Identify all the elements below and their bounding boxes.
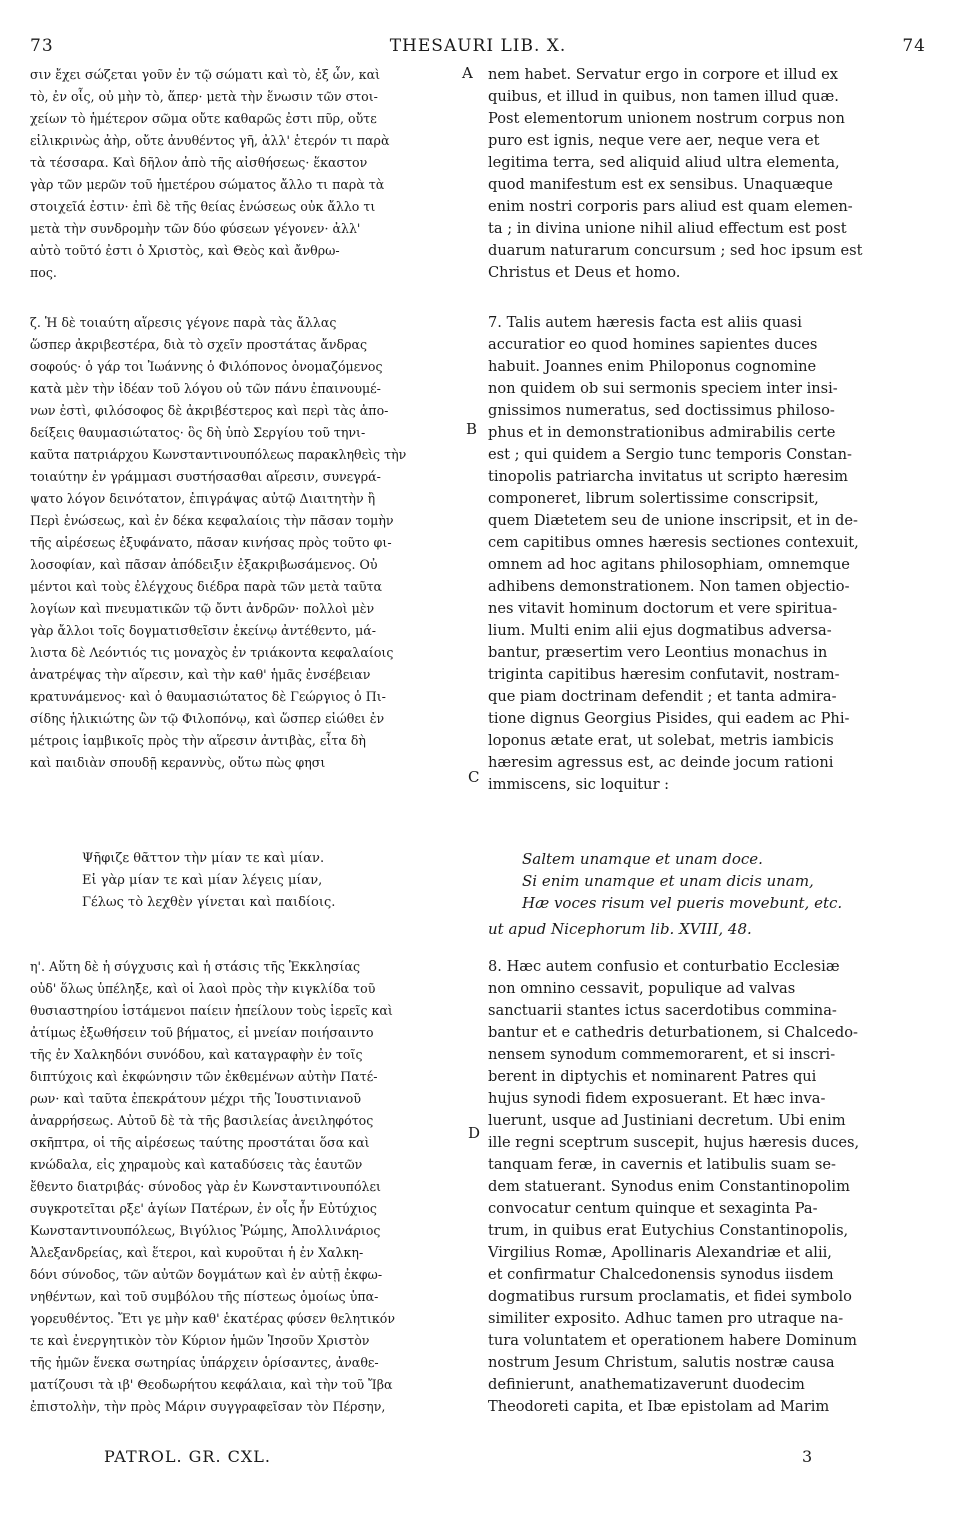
greek-line: Κωνσταντινουπόλεως, Βιγύλιος Ῥώμης, Ἀπολλινάριος [30,1223,381,1238]
greek-line: δείξεις θαυμασιώτατος· ὃς δὴ ὑπὸ Σεργίου τοῦ τηνι- [30,425,366,440]
latin-line: accuratior eo quod homines sapientes duces [488,336,818,353]
greek-line: γὰρ ἄλλοι τοῖς δογματισθεῖσιν ἐκείνῳ ἀντέθεντο, μά- [30,623,377,638]
latin-line: quibus, et illud in quibus, non tamen illud quæ. [488,88,839,105]
latin-line: nensem synodum commemorarent, et si inscri- [488,1046,836,1063]
greek-line: τὰ τέσσαρα. Καὶ δῆλον ἀπὸ τῆς αἰσθήσεως· ἕκαστον [30,155,368,170]
latin-line: quem Diætetem seu de unione inscripsit, et in de- [488,512,858,529]
greek-paragraph-1 [30,64,460,284]
greek-line: Ἀλεξανδρείας, καὶ ἕτεροι, καὶ κυροῦται ἡ ἐν Χαλκη- [30,1245,364,1260]
latin-line: convocatur centum quinque et sexaginta Pa- [488,1200,818,1217]
greek-line: καῦτα πατριάρχου Κωνσταντινουπόλεως παρακληθεὶς τὴν [30,447,407,462]
latin-line: omnem ad hoc agitans philosophiam, omnemque [488,556,850,573]
latin-line: nes vitavit hominum doctorum et vere spiritua- [488,600,838,617]
latin-verse-line: Saltem unamque et unam doce. [522,850,763,868]
greek-line: διπτύχοις καὶ ἐκφώνησιν τῶν ἐκθεμένων αὐτὴν Πατέ- [30,1069,378,1084]
margin-letter-b: B [466,420,478,438]
greek-line: ψατο λόγον δεινότατον, ἐπιγράψας αὐτῷ Διαιτητὴν ἢ [30,491,376,506]
greek-line: σιν ἔχει σώζεται γοῦν ἐν τῷ σώματι καὶ τὸ, ἐξ ὧν, καὶ [30,67,381,82]
column-number-right: 74 [902,36,926,56]
latin-line: phus et in demonstrationibus admirabilis certe [488,424,836,441]
greek-line: νων ἐστὶ, φιλόσοφος δὲ ἀκριβέστερος καὶ περὶ τὰς ἀπο- [30,403,389,418]
greek-line: γορευθέντος. Ἔτι γε μὴν καθ' ἑκατέρας φύσεν θελητικόν [30,1311,396,1326]
greek-line: ζ. Ἡ δὲ τοιαύτη αἵρεσις γέγονε παρὰ τὰς ἄλλας [30,315,337,330]
greek-line: δόνι σύνοδος, τῶν αὐτῶν δογμάτων καὶ ἐν αὐτῇ ἐκφω- [30,1267,383,1282]
latin-line: hæresim agressus est, ac deinde jocum rationi [488,754,834,771]
greek-line: σοφούς· ὁ γάρ τοι Ἰωάννης ὁ Φιλόπονος ὀνομαζόμενος [30,359,383,374]
greek-line: η'. Αὕτη δὲ ἡ σύγχυσις καὶ ἡ στάσις τῆς Ἐκκλησίας [30,959,361,974]
greek-verse [82,848,335,914]
latin-line: puro est ignis, neque vere aer, neque vera et [488,132,820,149]
greek-line: σκῆπτρα, οἱ τῆς αἱρέσεως ταύτης προστάται ὅσα καὶ [30,1135,370,1150]
greek-line: πος. [30,265,57,280]
greek-line: ὥσπερ ἀκριβεστέρα, διὰ τὸ σχεῖν προστάτας ἄνδρας [30,337,368,352]
latin-line: adhibens demonstrationem. Non tamen objectio- [488,578,850,595]
greek-line: θυσιαστηρίου ἱστάμενοι παίειν ἠπείλουν τοὺς ἱερεῖς καὶ [30,1003,393,1018]
latin-line: componeret, librum solertissime conscripsit, [488,490,819,507]
latin-line: tione dignus Georgius Pisides, qui eadem ac Phi- [488,710,850,727]
margin-letter-c: C [468,768,480,786]
latin-line: enim nostri corporis pars aliud est quam elemen- [488,198,853,215]
greek-line: τῆς αἱρέσεως ἐξυφάνατο, πᾶσαν κινήσας πρὸς τοῦτο φι- [30,535,392,550]
footer-signature-number: 3 [802,1447,814,1466]
margin-letter-d: D [468,1124,481,1142]
latin-line: que piam doctrinam defendit ; et tanta admira- [488,688,837,705]
latin-verse-line: Hæ voces risum vel pueris movebunt, etc. [522,894,843,912]
greek-line: μετὰ τὴν συνδρομὴν τῶν δύο φύσεων γέγονεν· ἀλλ' [30,221,361,236]
greek-line: αὐτὸ τοῦτό ἐστι ὁ Χριστὸς, καὶ Θεὸς καὶ ἄνθρω- [30,243,340,258]
latin-line: Christus et Deus et homo. [488,264,681,281]
greek-line: ἐπιστολὴν, τὴν πρὸς Μάριν συγγραφεῖσαν τὸν Πέρσην, [30,1399,386,1414]
greek-line: κρατυνάμενος· καὶ ὁ θαυμασιώτατος δὲ Γεώργιος ὁ Πι- [30,689,386,704]
latin-line: tinopolis patriarcha invitatus ut scripto hæresim [488,468,848,485]
greek-line: τῆς ἐν Χαλκηδόνι συνόδου, καὶ καταγραφὴν ἐν τοῖς [30,1047,363,1062]
latin-paragraph-3 [488,956,928,1418]
greek-line: οὐδ' ὅλως ὑπέληξε, καὶ οἱ λαοὶ πρὸς τὴν κιγκλίδα τοῦ [30,981,376,996]
latin-line: bantur et e cathedris deturbationem, si Chalcedo- [488,1024,858,1041]
greek-line: τὸ, ἐν οἷς, οὐ μὴν τὸ, ἅπερ· μετὰ τὴν ἕνωσιν τῶν στοι- [30,89,378,104]
greek-line: τῆς ἡμῶν ἕνεκα σωτηρίας ὑπάρχειν ὁρίσαντες, ἀναθε- [30,1355,379,1370]
latin-line: luerunt, usque ad Justiniani decretum. Ubi enim [488,1112,846,1129]
greek-line: εἰλικρινὼς ἀὴρ, οὔτε ἀνυθέντος γῆ, ἀλλ' ἑτερόν τι παρὰ [30,133,390,148]
latin-line: sanctuarii stantes ictus sacerdotibus commina- [488,1002,837,1019]
greek-line: μέτροις ἰαμβικοῖς πρὸς τὴν αἵρεσιν ἀντιβὰς, εἶτα δὴ [30,733,366,748]
latin-line: gnissimos numeratus, sed doctissimus philoso- [488,402,835,419]
greek-line: χείων τὸ ἡμέτερον σῶμα οὔτε καθαρῶς ἐστι πῦρ, οὔτε [30,111,377,126]
latin-line: trum, in quibus erat Eutychius Constantinopolis, [488,1222,849,1239]
latin-line: berent in diptychis et nominarent Patres qui [488,1068,817,1085]
latin-line: Theodoreti capita, et Ibæ epistolam ad Marim [488,1398,830,1415]
greek-line: ἀνατρέψας τὴν αἵρεσιν, καὶ τὴν καθ' ἡμᾶς ἐνσέβειαν [30,667,371,682]
greek-line: σίδης ἡλικιώτης ὢν τῷ Φιλοπόνῳ, καὶ ὥσπερ εἰώθει ἐν [30,711,385,726]
footer-collection: PATROL. GR. CXL. [104,1447,271,1466]
latin-line: definierunt, anathematizaverunt duodecim [488,1376,805,1393]
greek-paragraph-3 [30,956,460,1418]
running-title: THESAURI LIB. X. [389,36,567,56]
greek-line: στοιχεῖά ἐστιν· ἐπὶ δὲ τῆς θείας ἑνώσεως οὐκ ἄλλο τι [30,199,376,214]
latin-verse [522,848,842,914]
latin-line: et confirmatur Chalcedonensis synodus iisdem [488,1266,834,1283]
latin-line: legitima terra, sed aliquid aliud ultra elementa, [488,154,840,171]
latin-line: dogmatibus rursum proclamatis, et fidei symbolo [488,1288,852,1305]
greek-line: ρων· καὶ ταῦτα ἐπεκράτουν μέχρι τῆς Ἰουστινιανοῦ [30,1091,362,1106]
greek-line: τε καὶ ἐνεργητικὸν τὸν Κύριον ἡμῶν Ἰησοῦν Χριστὸν [30,1333,370,1348]
latin-line: cem capitibus omnes hæresis sectiones contexuit, [488,534,859,551]
greek-line: Περὶ ἑνώσεως, καὶ ἐν δέκα κεφαλαίοις τὴν πᾶσαν τομὴν [30,513,394,528]
greek-line: ἔθεντο διατριβάς· σύνοδος γὰρ ἐν Κωνσταντινουπόλει [30,1179,381,1194]
greek-verse-line: Γέλως τὸ λεχθὲν γίνεται καὶ παιδίοις. [82,895,336,910]
latin-line: est ; qui quidem a Sergio tunc temporis Constan- [488,446,852,463]
greek-line: τοιαύτην ἐν γράμμασι συστήσασθαι αἵρεσιν, συνεγρά- [30,469,381,484]
greek-line: ἀναρρήσεως. Αὐτοῦ δὲ τὰ τῆς βασιλείας ἀνειληφότος [30,1113,374,1128]
greek-line: νηθέντων, καὶ τοῦ συμβόλου τῆς πίστεως ὁμοίως ὑπα- [30,1289,379,1304]
greek-line: συγκροτεῖται ρξε' ἁγίων Πατέρων, ἐν οἷς ἦν Εὐτύχιος [30,1201,377,1216]
latin-line: 8. Hæc autem confusio et conturbatio Ecclesiæ [488,958,840,975]
greek-line: λογίων καὶ πνευματικῶν τῷ ὄντι ἀνδρῶν· πολλοὶ μὲν [30,601,375,616]
latin-line: non omnino cessavit, populique ad valvas [488,980,796,997]
greek-line: κατὰ μὲν τὴν ἰδέαν τοῦ λόγου οὐ τῶν πάνυ ἐπαινουμέ- [30,381,381,396]
latin-reference: ut apud Nicephorum lib. XVIII, 48. [488,920,752,938]
greek-line: λοσοφίαν, καὶ πᾶσαν ἀπόδειξιν ἐξακριβωσάμενος. Οὐ [30,557,378,572]
latin-paragraph-1 [488,64,928,284]
greek-line: κνώδαλα, εἰς χηραμοὺς καὶ καταδύσεις τὰς ἑαυτῶν [30,1157,363,1172]
latin-line: non quidem ob sui sermonis speciem inter insi- [488,380,838,397]
latin-line: hujus synodi fidem exposuerant. Et hæc inva- [488,1090,826,1107]
latin-line: ille regni sceptrum suscepit, hujus hæresis duces, [488,1134,860,1151]
latin-line: dem statuerant. Synodus enim Constantinopolim [488,1178,850,1195]
latin-line: bantur, præsertim vero Leontius monachus in [488,644,828,661]
latin-paragraph-2 [488,312,928,796]
latin-line: quod manifestum est ex sensibus. Unaquæque [488,176,833,193]
greek-line: ἀτίμως ἐξωθήσειν τοῦ βήματος, εἰ μνείαν ποιήσαιντο [30,1025,374,1040]
column-number-left: 73 [30,36,54,56]
latin-line: nem habet. Servatur ergo in corpore et illud ex [488,66,838,83]
latin-line: triginta capitibus hæresim confutavit, nostram- [488,666,840,683]
latin-line: Post elementorum unionem nostrum corpus non [488,110,845,127]
greek-line: καὶ παιδιὰν σπουδῇ κεραννὺς, οὕτω πὼς φησι [30,755,326,770]
latin-line: tura voluntatem et operationem habere Dominum [488,1332,857,1349]
greek-line: γὰρ τῶν μερῶν τοῦ ἡμετέρου σώματος ἄλλο τι παρὰ τὰ [30,177,385,192]
latin-line: loponus ætate erat, ut solebat, metris iambicis [488,732,834,749]
latin-line: nostrum Jesum Christum, salutis nostræ causa [488,1354,835,1371]
latin-line: immiscens, sic loquitur : [488,776,670,793]
greek-line: ματίζουσι τὰ ιβ' Θεοδωρήτου κεφάλαια, καὶ τὴν τοῦ Ἴβα [30,1377,393,1392]
latin-line: tanquam feræ, in cavernis et latibulis suam se- [488,1156,836,1173]
latin-line: habuit. Joannes enim Philoponus cognomine [488,358,817,375]
greek-verse-line: Ψῆφιζε θᾶττον τὴν μίαν τε καὶ μίαν. [82,851,325,866]
latin-line: lium. Multi enim alii ejus dogmatibus adversa- [488,622,832,639]
latin-line: similiter exposito. Adhuc tamen pro utraque na- [488,1310,844,1327]
greek-line: λιστα δὲ Λεόντιός τις μοναχὸς ἐν τριάκοντα κεφαλαίοις [30,645,394,660]
margin-letter-a: A [462,64,473,82]
latin-line: duarum naturarum concursum ; sed hoc ipsum est [488,242,863,259]
greek-line: μέντοι καὶ τοὺς ἐλέγχους διέδρα παρὰ τῶν μετὰ ταῦτα [30,579,383,594]
greek-verse-line: Εἰ γὰρ μίαν τε καὶ μίαν λέγεις μίαν, [82,873,323,888]
latin-line: Virgilius Romæ, Apollinaris Alexandriæ et alii, [488,1244,832,1261]
latin-line: ta ; in divina unione nihil aliud effectum est post [488,220,847,237]
latin-verse-line: Si enim unamque et unam dicis unam, [522,872,814,890]
latin-line: 7. Talis autem hæresis facta est aliis quasi [488,314,802,331]
greek-paragraph-2 [30,312,460,774]
